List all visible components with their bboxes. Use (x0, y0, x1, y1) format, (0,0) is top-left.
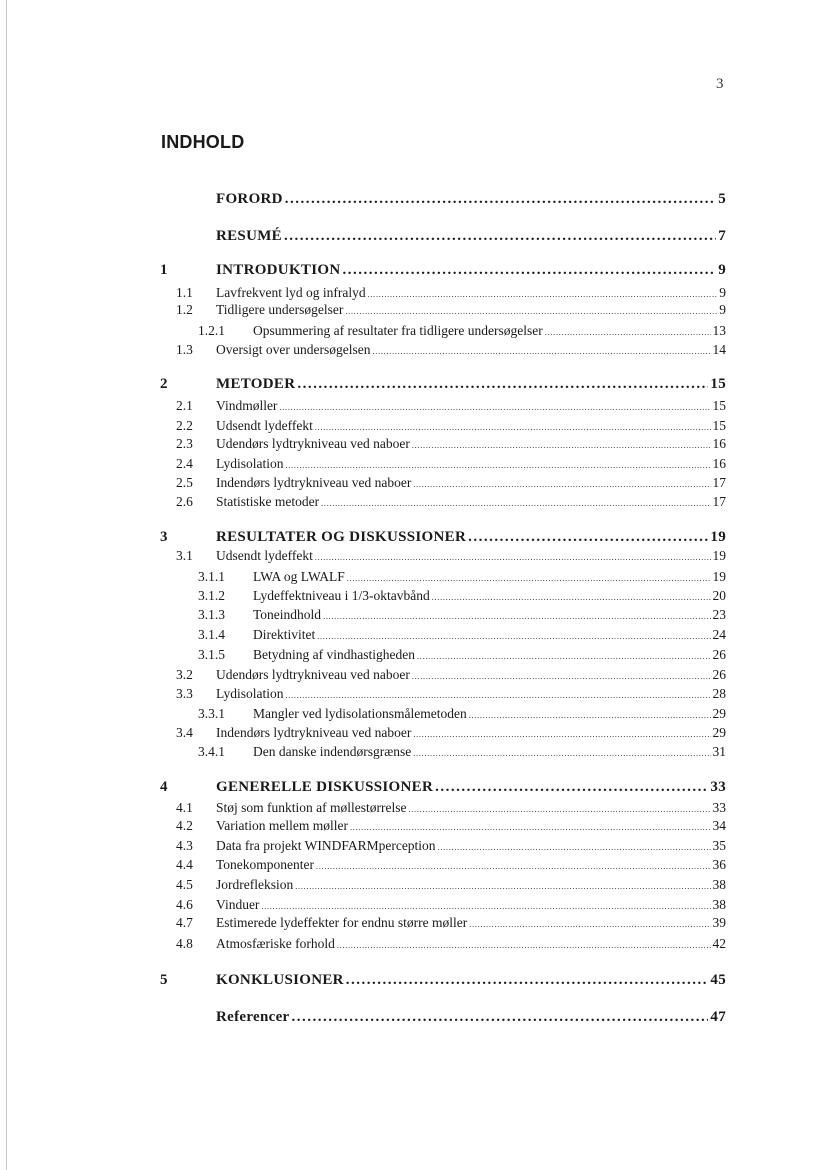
toc-leader-dots (292, 1008, 709, 1026)
toc-entry (216, 190, 726, 208)
toc-entry-number: 4.2 (176, 818, 193, 833)
toc-entry-page: 16 (712, 456, 726, 471)
toc-entry-page: 29 (712, 725, 726, 740)
toc-entry-number: 3.4 (176, 725, 193, 740)
toc-entry-title: Lydeffektniveau i 1/3-oktavbånd (253, 588, 430, 603)
toc-leader-dots (286, 457, 711, 475)
toc-entry-page: 7 (718, 228, 726, 244)
toc-leader-dots (284, 227, 716, 245)
toc-entry-number: 3.1.1 (198, 569, 225, 584)
toc-entry-title: INTRODUKTION (216, 262, 341, 278)
toc-entry (198, 322, 726, 342)
toc-entry (216, 227, 726, 245)
toc-entry (176, 856, 726, 876)
toc-entry-page: 19 (712, 548, 726, 563)
toc-entry (176, 817, 726, 837)
toc-entry (176, 493, 726, 513)
toc-entry-page: 19 (710, 529, 726, 545)
toc-entry (198, 587, 726, 607)
toc-entry-title: Mangler ved lydisolationsmålemetoden (253, 706, 467, 721)
toc-entry-number: 4.1 (176, 800, 193, 815)
toc-entry (160, 375, 726, 393)
toc-entry-title: Direktivitet (253, 627, 316, 642)
toc-entry (176, 417, 726, 437)
toc-entry-title: Støj som funktion af møllestørrelse (216, 800, 407, 815)
toc-entry-title: Tonekomponenter (216, 857, 315, 872)
toc-entry-title: Den danske indendørsgrænse (253, 744, 412, 759)
toc-entry-number: 2.1 (176, 398, 193, 413)
toc-entry (176, 799, 726, 819)
toc-entry-number: 3.3.1 (198, 706, 225, 721)
toc-entry-number: 2 (160, 376, 168, 392)
toc-entry-number: 4.6 (176, 897, 193, 912)
toc-entry-page: 17 (712, 494, 726, 509)
toc-entry-page: 20 (712, 588, 726, 603)
toc-entry (176, 914, 726, 934)
toc-entry-page: 13 (712, 323, 726, 338)
toc-entry-number: 2.5 (176, 475, 193, 490)
toc-entry-title: RESULTATER OG DISKUSSIONER (216, 529, 467, 545)
toc-leader-dots (413, 476, 710, 494)
toc-entry-title: Udsendt lydeffekt (216, 418, 313, 433)
toc-entry-title: Lydisolation (216, 686, 284, 701)
toc-entry-title: RESUMÉ (216, 228, 282, 244)
toc-leader-dots (469, 707, 711, 725)
toc-entry (198, 646, 726, 666)
toc-entry (176, 341, 726, 361)
toc-entry-page: 9 (718, 262, 726, 278)
toc-leader-dots (342, 261, 716, 279)
toc-entry-title: KONKLUSIONER (216, 972, 344, 988)
toc-entry (176, 455, 726, 475)
toc-entry-page: 14 (712, 342, 726, 357)
toc-entry-title: Jordrefleksion (216, 877, 294, 892)
toc-entry-title: Udendørs lydtrykniveau ved naboer (216, 667, 410, 682)
toc-leader-dots (417, 648, 711, 666)
toc-entry (198, 568, 726, 588)
toc-entry (176, 724, 726, 744)
toc-entry-number: 5 (160, 972, 168, 988)
toc-entry-title: Lydisolation (216, 456, 284, 471)
toc-entry-title: Statistiske metoder (216, 494, 320, 509)
toc-entry-number: 3.2 (176, 667, 193, 682)
toc-entry-title: Lavfrekvent lyd og infralyd (216, 285, 366, 300)
toc-entry-page: 9 (719, 302, 726, 317)
toc-entry-page: 5 (718, 191, 726, 207)
toc-entry-title: LWA og LWALF (253, 569, 345, 584)
toc-leader-dots (279, 399, 710, 417)
toc-heading: INDHOLD (161, 132, 245, 152)
toc-entry-number: 3.1.5 (198, 647, 225, 662)
toc-entry-number: 2.2 (176, 418, 193, 433)
toc-leader-dots (413, 726, 710, 744)
toc-entry-title: Data fra projekt WINDFARMperception (216, 838, 436, 853)
toc-entry-page: 29 (712, 706, 726, 721)
toc-leader-dots (337, 937, 711, 955)
toc-entry-page: 9 (719, 285, 726, 300)
toc-entry (198, 626, 726, 646)
toc-entry-title: Indendørs lydtrykniveau ved naboer (216, 475, 412, 490)
toc-entry-number: 1.2.1 (198, 323, 225, 338)
toc-entry-number: 3 (160, 529, 168, 545)
toc-entry (176, 474, 726, 494)
toc-entry-number: 1.2 (176, 302, 193, 317)
toc-entry-title: Oversigt over undersøgelsen (216, 342, 371, 357)
toc-leader-dots (372, 343, 710, 361)
toc-leader-dots (468, 528, 708, 546)
toc-leader-dots (346, 971, 709, 989)
toc-entry (160, 261, 726, 279)
toc-entry-page: 34 (712, 818, 726, 833)
toc-entry-number: 3.3 (176, 686, 193, 701)
toc-entry-title: Opsummering af resultater fra tidligere undersøgelser (253, 323, 543, 338)
toc-entry-page: 16 (712, 436, 726, 451)
toc-leader-dots (545, 324, 711, 342)
toc-entry-page: 42 (712, 936, 726, 951)
toc-entry (198, 743, 726, 763)
toc-entry (176, 547, 726, 567)
toc-entry-page: 31 (712, 744, 726, 759)
toc-entry-title: Indendørs lydtrykniveau ved naboer (216, 725, 412, 740)
toc-entry-title: Estimerede lydeffekter for endnu større møller (216, 915, 468, 930)
toc-leader-dots (432, 589, 711, 607)
toc-entry-page: 36 (712, 857, 726, 872)
toc-entry-number: 3.1 (176, 548, 193, 563)
toc-entry (176, 935, 726, 955)
toc-leader-dots (350, 819, 711, 837)
toc-entry-number: 4.5 (176, 877, 193, 892)
toc-entry (176, 666, 726, 686)
toc-entry-number: 4.8 (176, 936, 193, 951)
toc-entry-title: Atmosfæriske forhold (216, 936, 335, 951)
toc-entry-number: 4.4 (176, 857, 193, 872)
toc-entry-number: 3.4.1 (198, 744, 225, 759)
toc-entry-number: 4.7 (176, 915, 193, 930)
toc-entry-number: 2.4 (176, 456, 193, 471)
page-number: 3 (716, 76, 724, 92)
toc-leader-dots (438, 839, 711, 857)
toc-entry (216, 1008, 726, 1026)
toc-entry-page: 24 (712, 627, 726, 642)
toc-leader-dots (315, 549, 711, 567)
toc-leader-dots (412, 668, 711, 686)
toc-entry-title: Vinduer (216, 897, 260, 912)
toc-leader-dots (285, 190, 716, 208)
toc-entry (176, 876, 726, 896)
toc-entry-number: 1 (160, 262, 168, 278)
toc-entry-page: 33 (710, 779, 726, 795)
toc-entry (160, 778, 726, 796)
toc-leader-dots (469, 916, 710, 934)
toc-leader-dots (345, 303, 717, 321)
toc-entry (160, 971, 726, 989)
toc-entry-title: FORORD (216, 191, 283, 207)
toc-entry (176, 685, 726, 705)
toc-entry-title: METODER (216, 376, 296, 392)
toc-entry-number: 2.3 (176, 436, 193, 451)
toc-entry-number: 1.3 (176, 342, 193, 357)
toc-entry (160, 528, 726, 546)
toc-leader-dots (413, 745, 710, 763)
toc-entry-page: 19 (712, 569, 726, 584)
toc-entry-title: Referencer (216, 1009, 290, 1025)
toc-entry-number: 4 (160, 779, 168, 795)
toc-entry-title: Udsendt lydeffekt (216, 548, 313, 563)
toc-entry-page: 17 (712, 475, 726, 490)
toc-entry-page: 47 (710, 1009, 726, 1025)
toc-entry-page: 38 (712, 877, 726, 892)
toc-leader-dots (286, 687, 711, 705)
toc-entry (176, 896, 726, 916)
toc-leader-dots (316, 858, 710, 876)
toc-entry-page: 15 (712, 418, 726, 433)
toc-entry-page: 35 (712, 838, 726, 853)
toc-entry-page: 26 (712, 667, 726, 682)
toc-entry-page: 15 (712, 398, 726, 413)
toc-entry (176, 837, 726, 857)
toc-entry-number: 2.6 (176, 494, 193, 509)
toc-entry-page: 28 (712, 686, 726, 701)
toc-leader-dots (323, 608, 710, 626)
toc-leader-dots (347, 570, 711, 588)
toc-entry (198, 606, 726, 626)
toc-entry-title: Toneindhold (253, 607, 322, 622)
toc-entry-title: GENERELLE DISKUSSIONER (216, 779, 434, 795)
toc-entry-title: Betydning af vindhastigheden (253, 647, 415, 662)
toc-entry-page: 33 (712, 800, 726, 815)
toc-entry-title: Udendørs lydtrykniveau ved naboer (216, 436, 410, 451)
toc-leader-dots (412, 437, 711, 455)
toc-entry-page: 45 (710, 972, 726, 988)
toc-entry-number: 3.1.3 (198, 607, 225, 622)
toc-entry-title: Vindmøller (216, 398, 278, 413)
toc-entry-page: 39 (712, 915, 726, 930)
toc-entry-title: Tidligere undersøgelser (216, 302, 344, 317)
toc-entry (198, 705, 726, 725)
toc-entry-page: 38 (712, 897, 726, 912)
toc-leader-dots (297, 375, 708, 393)
toc-entry (176, 435, 726, 455)
toc-leader-dots (321, 495, 710, 513)
toc-entry-number: 1.1 (176, 285, 193, 300)
toc-entry-number: 3.1.4 (198, 627, 225, 642)
toc-leader-dots (317, 628, 710, 646)
toc-entry-number: 4.3 (176, 838, 193, 853)
toc-entry-page: 23 (712, 607, 726, 622)
toc-entry (176, 301, 726, 321)
toc-entry-title: Variation mellem møller (216, 818, 348, 833)
toc-leader-dots (435, 778, 708, 796)
toc-entry-page: 15 (710, 376, 726, 392)
toc-entry (176, 397, 726, 417)
toc-entry-number: 3.1.2 (198, 588, 225, 603)
toc-leader-dots (295, 878, 710, 896)
toc-entry-page: 26 (712, 647, 726, 662)
